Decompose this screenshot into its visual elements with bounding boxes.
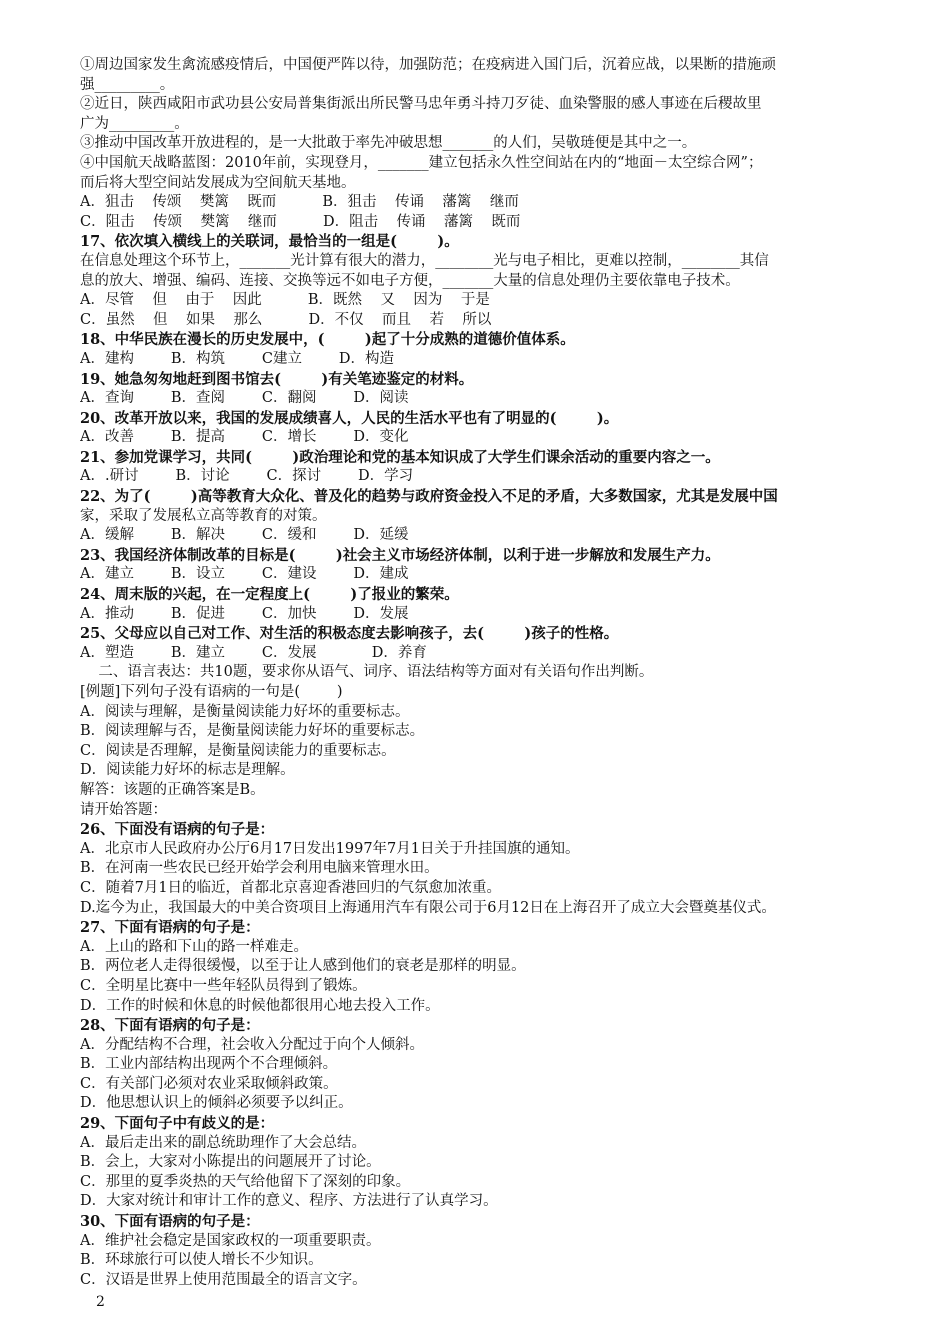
text-line: B．两位老人走得很缓慢，以至于让人感到他们的衰老是那样的明显。 bbox=[80, 958, 526, 975]
question-stem-line: 17、依次填入横线上的关联词，最恰当的一组是( )。 bbox=[80, 233, 459, 251]
text-line: A．阅读与理解，是衡量阅读能力好坏的重要标志。 bbox=[80, 703, 410, 720]
question-stem-line: 19、她急匆匆地赶到图书馆去( )有关笔迹鉴定的材料。 bbox=[80, 370, 474, 388]
text-line: 家，采取了发展私立高等教育的对策。 bbox=[80, 507, 327, 524]
text-line: C．全明星比赛中一些年轻队员得到了锻炼。 bbox=[80, 977, 367, 994]
text-line: C．随着7月1日的临近，首都北京喜迎香港回归的气氛愈加浓重。 bbox=[80, 879, 502, 896]
text-line: D．他思想认识上的倾斜必须要予以纠正。 bbox=[80, 1095, 353, 1112]
text-line: A．查询 B．查阅 C．翻阅 D．阅读 bbox=[80, 390, 409, 407]
text-line: C．那里的夏季炎热的天气给他留下了深刻的印象。 bbox=[80, 1173, 411, 1190]
text-line: C．阻击 传颂 樊篱 继而 D．阻击 传诵 藩篱 既而 bbox=[80, 213, 521, 230]
text-line: A．改善 B．提高 C．增长 D．变化 bbox=[80, 429, 409, 446]
text-line: 二、语言表达：共10题，要求你从语气、词序、语法结构等方面对有关语句作出判断。 bbox=[80, 664, 654, 681]
question-stem-line: 23、我国经济体制改革的目标是( )社会主义市场经济体制，以利于进一步解放和发展生产力。 bbox=[80, 546, 720, 564]
question-stem-line: 30、下面有语病的句子是： bbox=[80, 1213, 260, 1231]
question-stem-line: 18、中华民族在漫长的历史发展中，( )起了十分成熟的道德价值体系。 bbox=[80, 331, 575, 349]
text-line: A．维护社会稳定是国家政权的一项重要职责。 bbox=[80, 1232, 381, 1249]
text-line: 解答：该题的正确答案是B。 bbox=[80, 781, 265, 798]
text-line: [例题]下列句子没有语病的一句是( ) bbox=[80, 684, 343, 700]
text-line: ④中国航天战略蓝图：2010年前，实现登月，_______建立包括永久性空间站在内的“地面－太空综合网”； bbox=[80, 154, 763, 171]
text-line: C．有关部门必须对农业采取倾斜政策。 bbox=[80, 1075, 338, 1092]
question-stem-line: 27、下面有语病的句子是： bbox=[80, 919, 260, 937]
text-line: C．汉语是世界上使用范围最全的语言文字。 bbox=[80, 1271, 367, 1288]
question-stem-line: 26、下面没有语病的句子是： bbox=[80, 821, 275, 839]
text-line: ①周边国家发生禽流感疫情后，中国便严阵以待，加强防范；在疫病进入国门后，沉着应战，以果断的措施顽 bbox=[80, 57, 776, 73]
text-line: A．分配结构不合理，社会收入分配过于向个人倾斜。 bbox=[80, 1036, 424, 1053]
text-line: ③推动中国改革开放进程的，是一大批敢于率先冲破思想_______的人们，吴敬琏便是其中之一。 bbox=[80, 135, 697, 152]
question-stem-line: 28、下面有语病的句子是： bbox=[80, 1017, 260, 1035]
text-line: D．工作的时候和休息的时候他都很用心地去投入工作。 bbox=[80, 997, 440, 1014]
question-stem-line: 22、为了( )高等教育大众化、普及化的趋势与政府资金投入不足的矛盾，大多数国家，尤其是发展中国 bbox=[80, 488, 778, 506]
text-line: B．会上，大家对小陈提出的问题展开了讨论。 bbox=[80, 1154, 381, 1171]
text-line: A．.研讨 B．讨论 C．探讨 D．学习 bbox=[80, 468, 414, 485]
text-line: D.迄今为止，我国最大的中美合资项目上海通用汽车有限公司于6月12日在上海召开了成立大会暨奠基仪式。 bbox=[80, 899, 776, 916]
text-line: A．缓解 B．解决 C．缓和 D．延缓 bbox=[80, 527, 409, 544]
text-line: B．工业内部结构出现两个不合理倾斜。 bbox=[80, 1056, 338, 1073]
text-line: A．建立 B．设立 C．建设 D．建成 bbox=[80, 566, 409, 583]
text-line: A．建构 B．构筑 C建立 D．构造 bbox=[80, 350, 394, 367]
text-line: A．推动 B．促进 C．加快 D．发展 bbox=[80, 605, 409, 622]
question-stem-line: 21、参加党课学习，共同( )政治理论和党的基本知识成了大学生们课余活动的重要内容之一。 bbox=[80, 448, 720, 466]
text-line: 在信息处理这个环节上，_______光计算有很大的潜力，________光与电子相比，更难以控制，________其信 bbox=[80, 252, 769, 269]
text-line: 请开始答题： bbox=[80, 801, 167, 818]
text-line: A．狙击 传颂 樊篱 既而 B．狙击 传诵 藩篱 继而 bbox=[80, 194, 519, 211]
text-line: B．阅读理解与否，是衡量阅读能力好坏的重要标志。 bbox=[80, 723, 425, 740]
question-stem-line: 20、改革开放以来，我国的发展成绩喜人，人民的生活水平也有了明显的( )。 bbox=[80, 409, 619, 427]
text-line: 强_________。 bbox=[80, 76, 175, 93]
text-line: B．环球旅行可以使人增长不少知识。 bbox=[80, 1252, 323, 1269]
text-line: C．阅读是否理解，是衡量阅读能力的重要标志。 bbox=[80, 742, 396, 759]
text-line: A．最后走出来的副总统助理作了大会总结。 bbox=[80, 1134, 366, 1151]
text-line: 而后将大型空间站发展成为空间航天基地。 bbox=[80, 174, 356, 191]
text-line: 息的放大、增强、编码、连接、交换等远不如电子方便，_______大量的信息处理仍主要依靠电子技术。 bbox=[80, 272, 740, 289]
text-line: D．阅读能力好坏的标志是理解。 bbox=[80, 762, 295, 779]
text-line: B．在河南一些农民已经开始学会利用电脑来管理水田。 bbox=[80, 860, 439, 877]
text-line: A．上山的路和下山的路一样难走。 bbox=[80, 938, 308, 955]
text-line: A．北京市人民政府办公厅6月17日发出1997年7月1日关于升挂国旗的通知。 bbox=[80, 840, 580, 857]
text-line: A．尽管 但 由于 因此 B．既然 又 因为 于是 bbox=[80, 292, 490, 309]
text-line: D．大家对统计和审计工作的意义、程序、方法进行了认真学习。 bbox=[80, 1193, 498, 1210]
question-stem-line: 29、下面句子中有歧义的是： bbox=[80, 1115, 275, 1133]
page-content bbox=[80, 56, 886, 1290]
text-line: C．虽然 但 如果 那么 D．不仅 而且 若 所以 bbox=[80, 311, 492, 328]
text-line: 广为_________。 bbox=[80, 115, 189, 132]
question-stem-line: 24、周末版的兴起，在一定程度上( )了报业的繁荣。 bbox=[80, 586, 459, 604]
text-line: ②近日，陕西咸阳市武功县公安局普集街派出所民警马忠年勇斗持刀歹徒、血染警服的感人事迹在后稷故里 bbox=[80, 96, 762, 113]
page-number: 2 bbox=[96, 1294, 105, 1310]
question-stem-line: 25、父母应以自己对工作、对生活的积极态度去影响孩子，去( )孩子的性格。 bbox=[80, 625, 619, 643]
text-line: A．塑造 B．建立 C．发展 D．养育 bbox=[80, 644, 427, 661]
